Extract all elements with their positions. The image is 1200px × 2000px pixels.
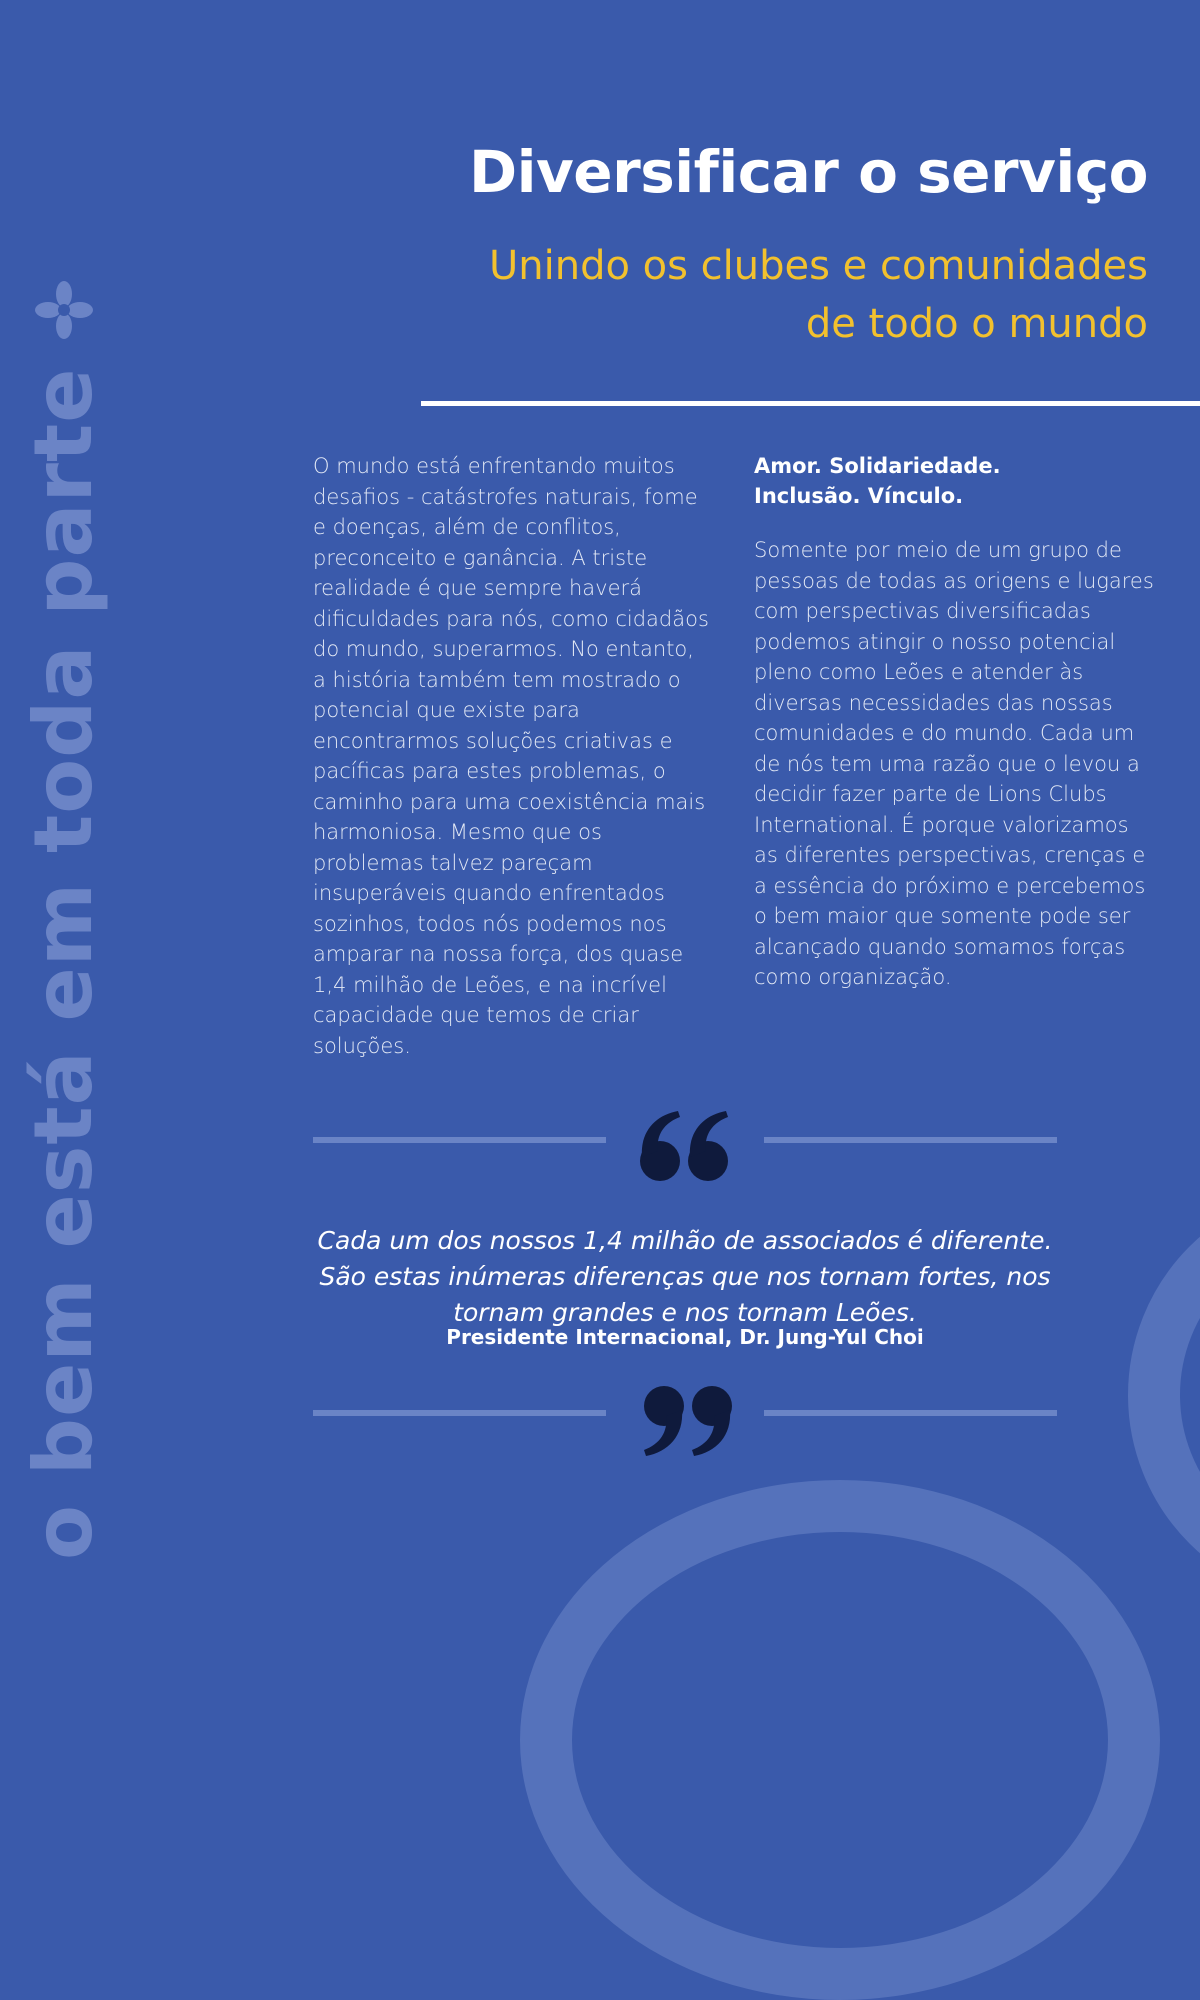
- page-title: Diversificar o serviço: [468, 138, 1148, 206]
- page-subtitle: [300, 237, 1148, 353]
- close-quote-icon: [636, 1380, 736, 1460]
- quote-divider-top-right: [764, 1137, 1057, 1143]
- decorative-circle-bottom: [520, 1480, 1160, 2000]
- quote-divider-top-left: [313, 1137, 606, 1143]
- left-column-text: O mundo está enfrentando muitos desafios - catástrofes naturais, fome e doenças, além de conflitos, preconceito e ganância. A triste realidade é que sempre haverá dificuldades para nós, como cidadãos do mundo, superarmos. No entanto, a história também tem mostrado o potencial que existe para encontrarmos soluções criativas e pacíficas para estes problemas, o caminho para uma coexistência mais harmoniosa. Mesmo que os problemas talvez pareçam insuperáveis quando enfrentados sozinhos, todos nós podemos nos amparar na nossa força, dos quase 1,4 milhão de Leões, e na incrível capacidade que temos de criar soluções.: [313, 454, 709, 1058]
- heading-line-1: Amor. Solidariedade.: [754, 454, 1001, 478]
- quote-text: Cada um dos nossos 1,4 milhão de associados é diferente. São estas inúmeras diferenças que nos tornam fortes, nos tornam grandes e nos tornam Leões.: [317, 1226, 1053, 1327]
- side-vertical-text: o bem está em toda parte: [17, 367, 110, 1560]
- flower-icon: [34, 280, 94, 340]
- quote-author: Presidente Internacional, Dr. Jung-Yul Choi: [446, 1325, 924, 1349]
- quote-divider-bottom-right: [764, 1410, 1057, 1416]
- right-column-heading: [754, 451, 1154, 511]
- subtitle-line-2: de todo o mundo: [805, 301, 1148, 347]
- right-column-text: Somente por meio de um grupo de pessoas de todas as origens e lugares com perspectivas diversificadas podemos atingir o nosso potencial pleno como Leões e atender às diversas necessidades das nossas comunidades e do mundo. Cada um de nós tem uma razão que o levou a decidir fazer parte de Lions Clubs International. É porque valorizamos as diferentes perspectivas, crenças e a essência do próximo e percebemos o bem maior que somente pode ser alcançado quando somamos forças como organização.: [754, 538, 1154, 989]
- open-quote-icon: [636, 1107, 736, 1187]
- header-divider: [421, 401, 1200, 406]
- subtitle-line-1: Unindo os clubes e comunidades: [488, 243, 1148, 289]
- decorative-circle-right: [1128, 1185, 1200, 1605]
- quote-divider-bottom-left: [313, 1410, 606, 1416]
- heading-line-2: Inclusão. Vínculo.: [754, 484, 964, 508]
- right-column: [754, 451, 1154, 993]
- side-watermark: [14, 367, 124, 1560]
